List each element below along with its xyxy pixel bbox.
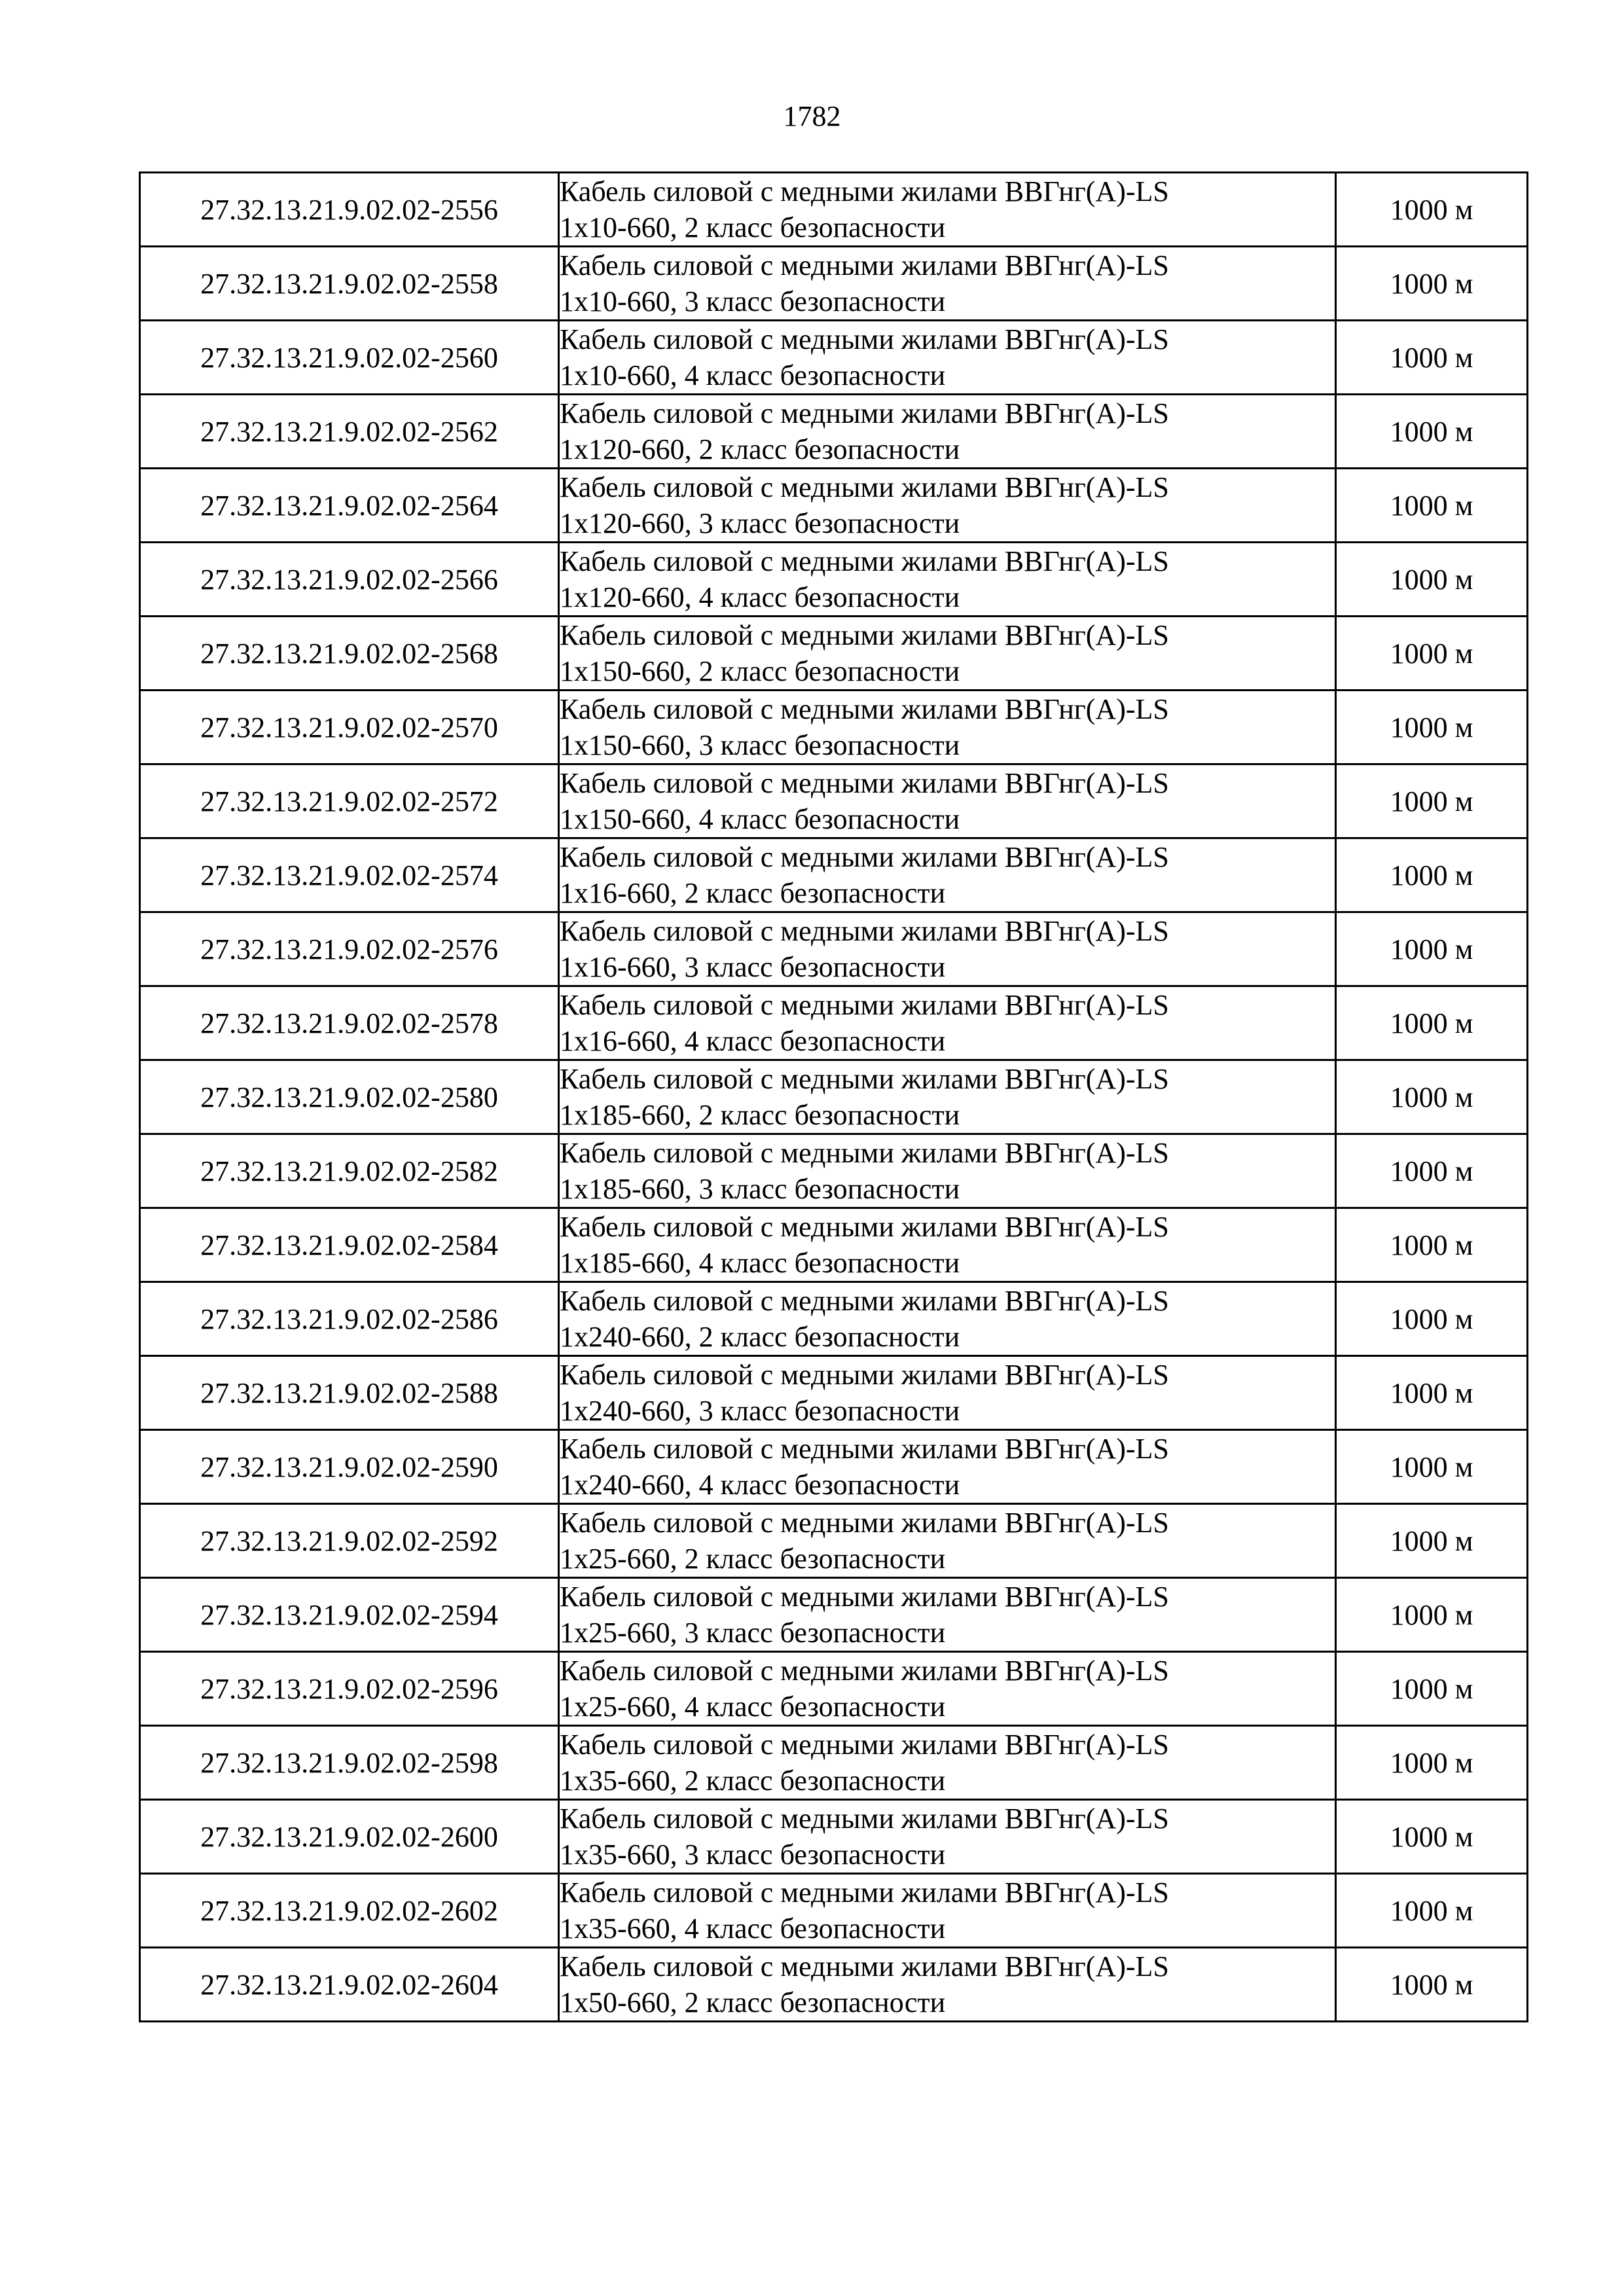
description-line-2: 1х150-660, 4 класс безопасности bbox=[560, 803, 960, 835]
resource-description-cell bbox=[559, 1134, 1336, 1208]
resource-description-cell bbox=[559, 838, 1336, 912]
description-line-1: Кабель силовой с медными жилами ВВГнг(А)-LS bbox=[560, 1137, 1169, 1169]
resource-description-cell bbox=[559, 1578, 1336, 1652]
resource-description-cell bbox=[559, 912, 1336, 986]
description-line-2: 1х185-660, 2 класс безопасности bbox=[560, 1099, 960, 1131]
description-line-2: 1х240-660, 2 класс безопасности bbox=[560, 1321, 960, 1353]
resource-code-cell: 27.32.13.21.9.02.02-2564 bbox=[140, 469, 559, 543]
table-row bbox=[140, 1874, 1528, 1948]
description-line-2: 1х35-660, 2 класс безопасности bbox=[560, 1765, 946, 1797]
resource-code-cell: 27.32.13.21.9.02.02-2580 bbox=[140, 1060, 559, 1134]
resource-code-cell: 27.32.13.21.9.02.02-2602 bbox=[140, 1874, 559, 1948]
resource-description-cell bbox=[559, 1208, 1336, 1282]
resource-code-cell: 27.32.13.21.9.02.02-2590 bbox=[140, 1430, 559, 1504]
resource-description-cell bbox=[559, 1948, 1336, 2022]
table-row bbox=[140, 469, 1528, 543]
description-line-2: 1х120-660, 3 класс безопасности bbox=[560, 507, 960, 539]
table-row bbox=[140, 1356, 1528, 1430]
unit-cell: 1000 м bbox=[1336, 1430, 1528, 1504]
table-row bbox=[140, 912, 1528, 986]
unit-cell: 1000 м bbox=[1336, 1578, 1528, 1652]
unit-cell: 1000 м bbox=[1336, 1874, 1528, 1948]
description-line-2: 1х50-660, 2 класс безопасности bbox=[560, 1986, 946, 2018]
description-line-1: Кабель силовой с медными жилами ВВГнг(А)-LS bbox=[560, 545, 1169, 577]
table-row bbox=[140, 1208, 1528, 1282]
description-line-2: 1х25-660, 2 класс безопасности bbox=[560, 1543, 946, 1575]
description-line-2: 1х35-660, 4 класс безопасности bbox=[560, 1912, 946, 1945]
resource-code-cell: 27.32.13.21.9.02.02-2594 bbox=[140, 1578, 559, 1652]
description-line-1: Кабель силовой с медными жилами ВВГнг(А)-LS bbox=[560, 471, 1169, 503]
table-row bbox=[140, 1948, 1528, 2022]
unit-cell: 1000 м bbox=[1336, 543, 1528, 617]
resource-code-cell: 27.32.13.21.9.02.02-2598 bbox=[140, 1726, 559, 1800]
unit-cell: 1000 м bbox=[1336, 1134, 1528, 1208]
resource-code-cell: 27.32.13.21.9.02.02-2586 bbox=[140, 1282, 559, 1356]
unit-cell: 1000 м bbox=[1336, 838, 1528, 912]
resource-description-cell bbox=[559, 691, 1336, 764]
resource-description-cell bbox=[559, 1060, 1336, 1134]
table-row bbox=[140, 543, 1528, 617]
unit-cell: 1000 м bbox=[1336, 469, 1528, 543]
unit-cell: 1000 м bbox=[1336, 617, 1528, 691]
description-line-2: 1х240-660, 3 класс безопасности bbox=[560, 1395, 960, 1427]
table-row bbox=[140, 1652, 1528, 1726]
resource-description-cell bbox=[559, 469, 1336, 543]
description-line-2: 1х185-660, 3 класс безопасности bbox=[560, 1173, 960, 1205]
description-line-2: 1х16-660, 2 класс безопасности bbox=[560, 877, 946, 909]
resource-code-cell: 27.32.13.21.9.02.02-2556 bbox=[140, 173, 559, 247]
unit-cell: 1000 м bbox=[1336, 691, 1528, 764]
table-row bbox=[140, 691, 1528, 764]
resource-description-cell bbox=[559, 1800, 1336, 1874]
resource-description-cell bbox=[559, 543, 1336, 617]
resource-code-cell: 27.32.13.21.9.02.02-2604 bbox=[140, 1948, 559, 2022]
table-row bbox=[140, 1578, 1528, 1652]
description-line-2: 1х16-660, 4 класс безопасности bbox=[560, 1025, 946, 1057]
description-line-2: 1х25-660, 3 класс безопасности bbox=[560, 1617, 946, 1649]
resource-code-cell: 27.32.13.21.9.02.02-2582 bbox=[140, 1134, 559, 1208]
description-line-2: 1х25-660, 4 класс безопасности bbox=[560, 1691, 946, 1723]
description-line-2: 1х35-660, 3 класс безопасности bbox=[560, 1839, 946, 1871]
description-line-1: Кабель силовой с медными жилами ВВГнг(А)-LS bbox=[560, 915, 1169, 947]
unit-cell: 1000 м bbox=[1336, 1652, 1528, 1726]
table-body bbox=[140, 173, 1528, 2022]
description-line-2: 1х150-660, 2 класс безопасности bbox=[560, 655, 960, 687]
description-line-1: Кабель силовой с медными жилами ВВГнг(А)-LS bbox=[560, 1285, 1169, 1317]
resource-description-cell bbox=[559, 173, 1336, 247]
description-line-2: 1х10-660, 2 класс безопасности bbox=[560, 211, 946, 243]
unit-cell: 1000 м bbox=[1336, 321, 1528, 395]
unit-cell: 1000 м bbox=[1336, 1356, 1528, 1430]
resource-code-cell: 27.32.13.21.9.02.02-2558 bbox=[140, 247, 559, 321]
description-line-1: Кабель силовой с медными жилами ВВГнг(А)-LS bbox=[560, 397, 1169, 429]
resource-code-cell: 27.32.13.21.9.02.02-2570 bbox=[140, 691, 559, 764]
description-line-2: 1х120-660, 2 класс безопасности bbox=[560, 433, 960, 465]
description-line-1: Кабель силовой с медными жилами ВВГнг(А)-LS bbox=[560, 1581, 1169, 1613]
unit-cell: 1000 м bbox=[1336, 1948, 1528, 2022]
resource-description-cell bbox=[559, 764, 1336, 838]
resource-code-cell: 27.32.13.21.9.02.02-2576 bbox=[140, 912, 559, 986]
resource-code-cell: 27.32.13.21.9.02.02-2578 bbox=[140, 986, 559, 1060]
unit-cell: 1000 м bbox=[1336, 1726, 1528, 1800]
description-line-1: Кабель силовой с медными жилами ВВГнг(А)-LS bbox=[560, 175, 1169, 207]
unit-cell: 1000 м bbox=[1336, 764, 1528, 838]
resource-code-cell: 27.32.13.21.9.02.02-2566 bbox=[140, 543, 559, 617]
table-row bbox=[140, 1134, 1528, 1208]
unit-cell: 1000 м bbox=[1336, 247, 1528, 321]
table-row bbox=[140, 1060, 1528, 1134]
description-line-1: Кабель силовой с медными жилами ВВГнг(А)-LS bbox=[560, 1655, 1169, 1687]
description-line-1: Кабель силовой с медными жилами ВВГнг(А)-LS bbox=[560, 1729, 1169, 1761]
unit-cell: 1000 м bbox=[1336, 912, 1528, 986]
resource-description-cell bbox=[559, 1356, 1336, 1430]
resource-description-cell bbox=[559, 617, 1336, 691]
resource-code-cell: 27.32.13.21.9.02.02-2568 bbox=[140, 617, 559, 691]
resource-code-cell: 27.32.13.21.9.02.02-2588 bbox=[140, 1356, 559, 1430]
table-row bbox=[140, 838, 1528, 912]
description-line-1: Кабель силовой с медными жилами ВВГнг(А)-LS bbox=[560, 989, 1169, 1021]
description-line-2: 1х10-660, 4 класс безопасности bbox=[560, 359, 946, 391]
description-line-1: Кабель силовой с медными жилами ВВГнг(А)-LS bbox=[560, 841, 1169, 873]
resource-code-cell: 27.32.13.21.9.02.02-2596 bbox=[140, 1652, 559, 1726]
description-line-2: 1х150-660, 3 класс безопасности bbox=[560, 729, 960, 761]
table-row bbox=[140, 1800, 1528, 1874]
description-line-1: Кабель силовой с медными жилами ВВГнг(А)-LS bbox=[560, 1950, 1169, 1982]
resource-table bbox=[139, 171, 1528, 2022]
description-line-1: Кабель силовой с медными жилами ВВГнг(А)-LS bbox=[560, 1876, 1169, 1909]
resource-description-cell bbox=[559, 1874, 1336, 1948]
table-row bbox=[140, 1504, 1528, 1578]
description-line-1: Кабель силовой с медными жилами ВВГнг(А)-LS bbox=[560, 767, 1169, 799]
unit-cell: 1000 м bbox=[1336, 173, 1528, 247]
unit-cell: 1000 м bbox=[1336, 1800, 1528, 1874]
resource-code-cell: 27.32.13.21.9.02.02-2592 bbox=[140, 1504, 559, 1578]
table-row bbox=[140, 1726, 1528, 1800]
resource-code-cell: 27.32.13.21.9.02.02-2560 bbox=[140, 321, 559, 395]
description-line-1: Кабель силовой с медными жилами ВВГнг(А)-LS bbox=[560, 249, 1169, 281]
resource-description-cell bbox=[559, 1726, 1336, 1800]
resource-description-cell bbox=[559, 1652, 1336, 1726]
description-line-2: 1х240-660, 4 класс безопасности bbox=[560, 1469, 960, 1501]
description-line-1: Кабель силовой с медными жилами ВВГнг(А)-LS bbox=[560, 619, 1169, 651]
table-row bbox=[140, 1282, 1528, 1356]
table-row bbox=[140, 1430, 1528, 1504]
resource-code-cell: 27.32.13.21.9.02.02-2584 bbox=[140, 1208, 559, 1282]
description-line-2: 1х120-660, 4 класс безопасности bbox=[560, 581, 960, 613]
table-row bbox=[140, 247, 1528, 321]
description-line-2: 1х185-660, 4 класс безопасности bbox=[560, 1247, 960, 1279]
description-line-1: Кабель силовой с медными жилами ВВГнг(А)-LS bbox=[560, 693, 1169, 725]
description-line-1: Кабель силовой с медными жилами ВВГнг(А)-LS bbox=[560, 1803, 1169, 1835]
resource-description-cell bbox=[559, 321, 1336, 395]
description-line-1: Кабель силовой с медными жилами ВВГнг(А)-LS bbox=[560, 1359, 1169, 1391]
resource-description-cell bbox=[559, 986, 1336, 1060]
table-row bbox=[140, 764, 1528, 838]
table-row bbox=[140, 986, 1528, 1060]
table-row bbox=[140, 395, 1528, 469]
resource-description-cell bbox=[559, 1504, 1336, 1578]
resource-code-cell: 27.32.13.21.9.02.02-2600 bbox=[140, 1800, 559, 1874]
unit-cell: 1000 м bbox=[1336, 986, 1528, 1060]
table-row bbox=[140, 617, 1528, 691]
unit-cell: 1000 м bbox=[1336, 1282, 1528, 1356]
resource-code-cell: 27.32.13.21.9.02.02-2574 bbox=[140, 838, 559, 912]
unit-cell: 1000 м bbox=[1336, 1504, 1528, 1578]
table-row bbox=[140, 321, 1528, 395]
description-line-2: 1х10-660, 3 класс безопасности bbox=[560, 285, 946, 317]
unit-cell: 1000 м bbox=[1336, 1208, 1528, 1282]
resource-code-cell: 27.32.13.21.9.02.02-2572 bbox=[140, 764, 559, 838]
description-line-1: Кабель силовой с медными жилами ВВГнг(А)-LS bbox=[560, 1063, 1169, 1095]
description-line-1: Кабель силовой с медными жилами ВВГнг(А)-LS bbox=[560, 323, 1169, 355]
resource-description-cell bbox=[559, 247, 1336, 321]
page-number: 1782 bbox=[783, 100, 841, 132]
description-line-1: Кабель силовой с медными жилами ВВГнг(А)-LS bbox=[560, 1507, 1169, 1539]
resource-description-cell bbox=[559, 1282, 1336, 1356]
description-line-1: Кабель силовой с медными жилами ВВГнг(А)-LS bbox=[560, 1211, 1169, 1243]
table-row bbox=[140, 173, 1528, 247]
resource-code-cell: 27.32.13.21.9.02.02-2562 bbox=[140, 395, 559, 469]
resource-description-cell bbox=[559, 395, 1336, 469]
description-line-1: Кабель силовой с медными жилами ВВГнг(А)-LS bbox=[560, 1433, 1169, 1465]
description-line-2: 1х16-660, 3 класс безопасности bbox=[560, 951, 946, 983]
unit-cell: 1000 м bbox=[1336, 395, 1528, 469]
resource-description-cell bbox=[559, 1430, 1336, 1504]
unit-cell: 1000 м bbox=[1336, 1060, 1528, 1134]
